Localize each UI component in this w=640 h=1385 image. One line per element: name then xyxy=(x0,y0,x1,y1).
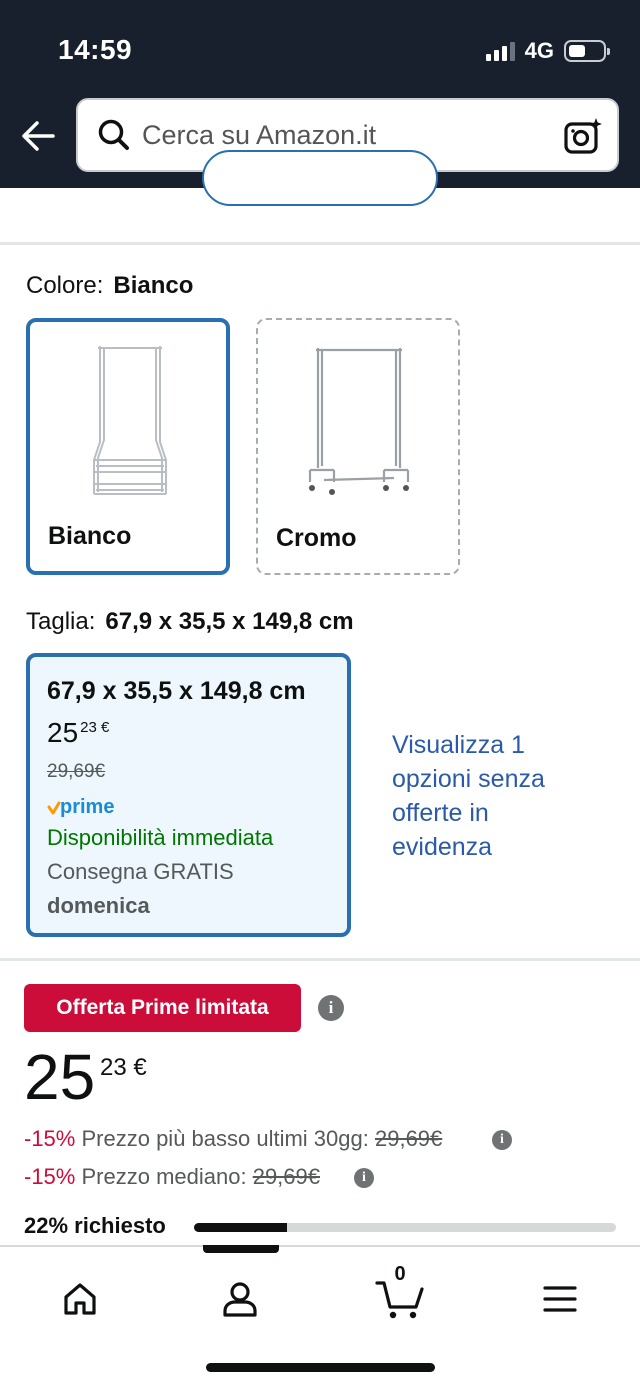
info-icon[interactable]: i xyxy=(318,995,344,1021)
back-arrow-icon[interactable] xyxy=(20,118,56,154)
size-label: Taglia: xyxy=(26,608,96,635)
section-divider xyxy=(0,242,640,245)
status-indicators xyxy=(486,38,606,64)
active-tab-indicator xyxy=(203,1245,279,1253)
color-option-label: Cromo xyxy=(276,524,357,552)
prime-logo-icon xyxy=(47,795,127,821)
price-fraction: 23 € xyxy=(100,1054,147,1081)
more-options-link[interactable]: Visualizza 1 opzioni senza offerte in evidenza xyxy=(392,731,545,861)
status-time: 14:59 xyxy=(58,34,133,65)
size-option-card[interactable] xyxy=(26,653,351,937)
color-label-row xyxy=(26,272,193,300)
size-option-price xyxy=(47,717,109,749)
deal-badge: Offerta Prime limitata xyxy=(24,984,301,1032)
discount-line-median xyxy=(24,1164,320,1190)
discount-description: Prezzo mediano: xyxy=(81,1164,247,1189)
nav-home[interactable] xyxy=(50,1269,110,1329)
partial-action-button[interactable] xyxy=(202,150,438,206)
home-icon xyxy=(61,1280,99,1318)
info-icon[interactable]: i xyxy=(354,1168,374,1188)
discount-old-price: 29,69€ xyxy=(252,1164,320,1189)
prime-text: prime xyxy=(60,796,115,818)
size-selected-value: 67,9 x 35,5 x 149,8 cm xyxy=(105,608,354,635)
account-icon xyxy=(221,1280,259,1318)
info-icon[interactable]: i xyxy=(492,1130,512,1150)
bottom-navigation xyxy=(0,1245,640,1385)
claimed-progress-fill xyxy=(194,1223,287,1232)
signal-icon xyxy=(486,41,515,61)
discount-description: Prezzo più basso ultimi 30gg: xyxy=(81,1126,369,1151)
nav-menu[interactable] xyxy=(530,1269,590,1329)
color-selected-value: Bianco xyxy=(113,272,194,299)
size-price-fraction: 23 € xyxy=(80,719,110,736)
clothes-rack-chrome-image xyxy=(306,342,412,498)
network-type: 4G xyxy=(524,38,554,63)
claimed-label: 22% richiesto xyxy=(24,1213,166,1238)
cart-count: 0 xyxy=(394,1263,406,1285)
discount-line-lowest xyxy=(24,1126,442,1152)
size-option-title: 67,9 x 35,5 x 149,8 cm xyxy=(47,677,306,705)
delivery-text: Consegna GRATIS xyxy=(47,859,234,884)
color-option-bianco[interactable] xyxy=(26,318,230,575)
search-input[interactable] xyxy=(142,120,542,151)
nav-cart[interactable] xyxy=(370,1263,430,1329)
delivery-day: domenica xyxy=(47,893,150,918)
discount-old-price: 29,69€ xyxy=(374,1126,443,1151)
search-icon xyxy=(94,115,134,155)
color-option-label: Bianco xyxy=(48,522,132,550)
size-option-old-price: 29,69€ xyxy=(47,761,106,782)
camera-search-icon[interactable] xyxy=(563,116,603,156)
clothes-rack-white-image xyxy=(90,342,170,502)
color-option-cromo[interactable] xyxy=(256,318,460,575)
discount-percent: -15% xyxy=(24,1164,76,1189)
size-label-row xyxy=(26,608,354,636)
menu-icon xyxy=(542,1284,578,1314)
availability-text: Disponibilità immediata xyxy=(47,825,274,850)
home-indicator xyxy=(206,1363,435,1372)
nav-account[interactable] xyxy=(210,1269,270,1329)
price-whole: 25 xyxy=(24,1041,96,1113)
claimed-progress-bar xyxy=(194,1223,616,1232)
color-label: Colore: xyxy=(26,272,104,299)
discount-percent: -15% xyxy=(24,1126,76,1151)
battery-icon xyxy=(564,40,606,62)
section-divider xyxy=(0,958,640,961)
size-price-whole: 25 xyxy=(47,717,79,748)
